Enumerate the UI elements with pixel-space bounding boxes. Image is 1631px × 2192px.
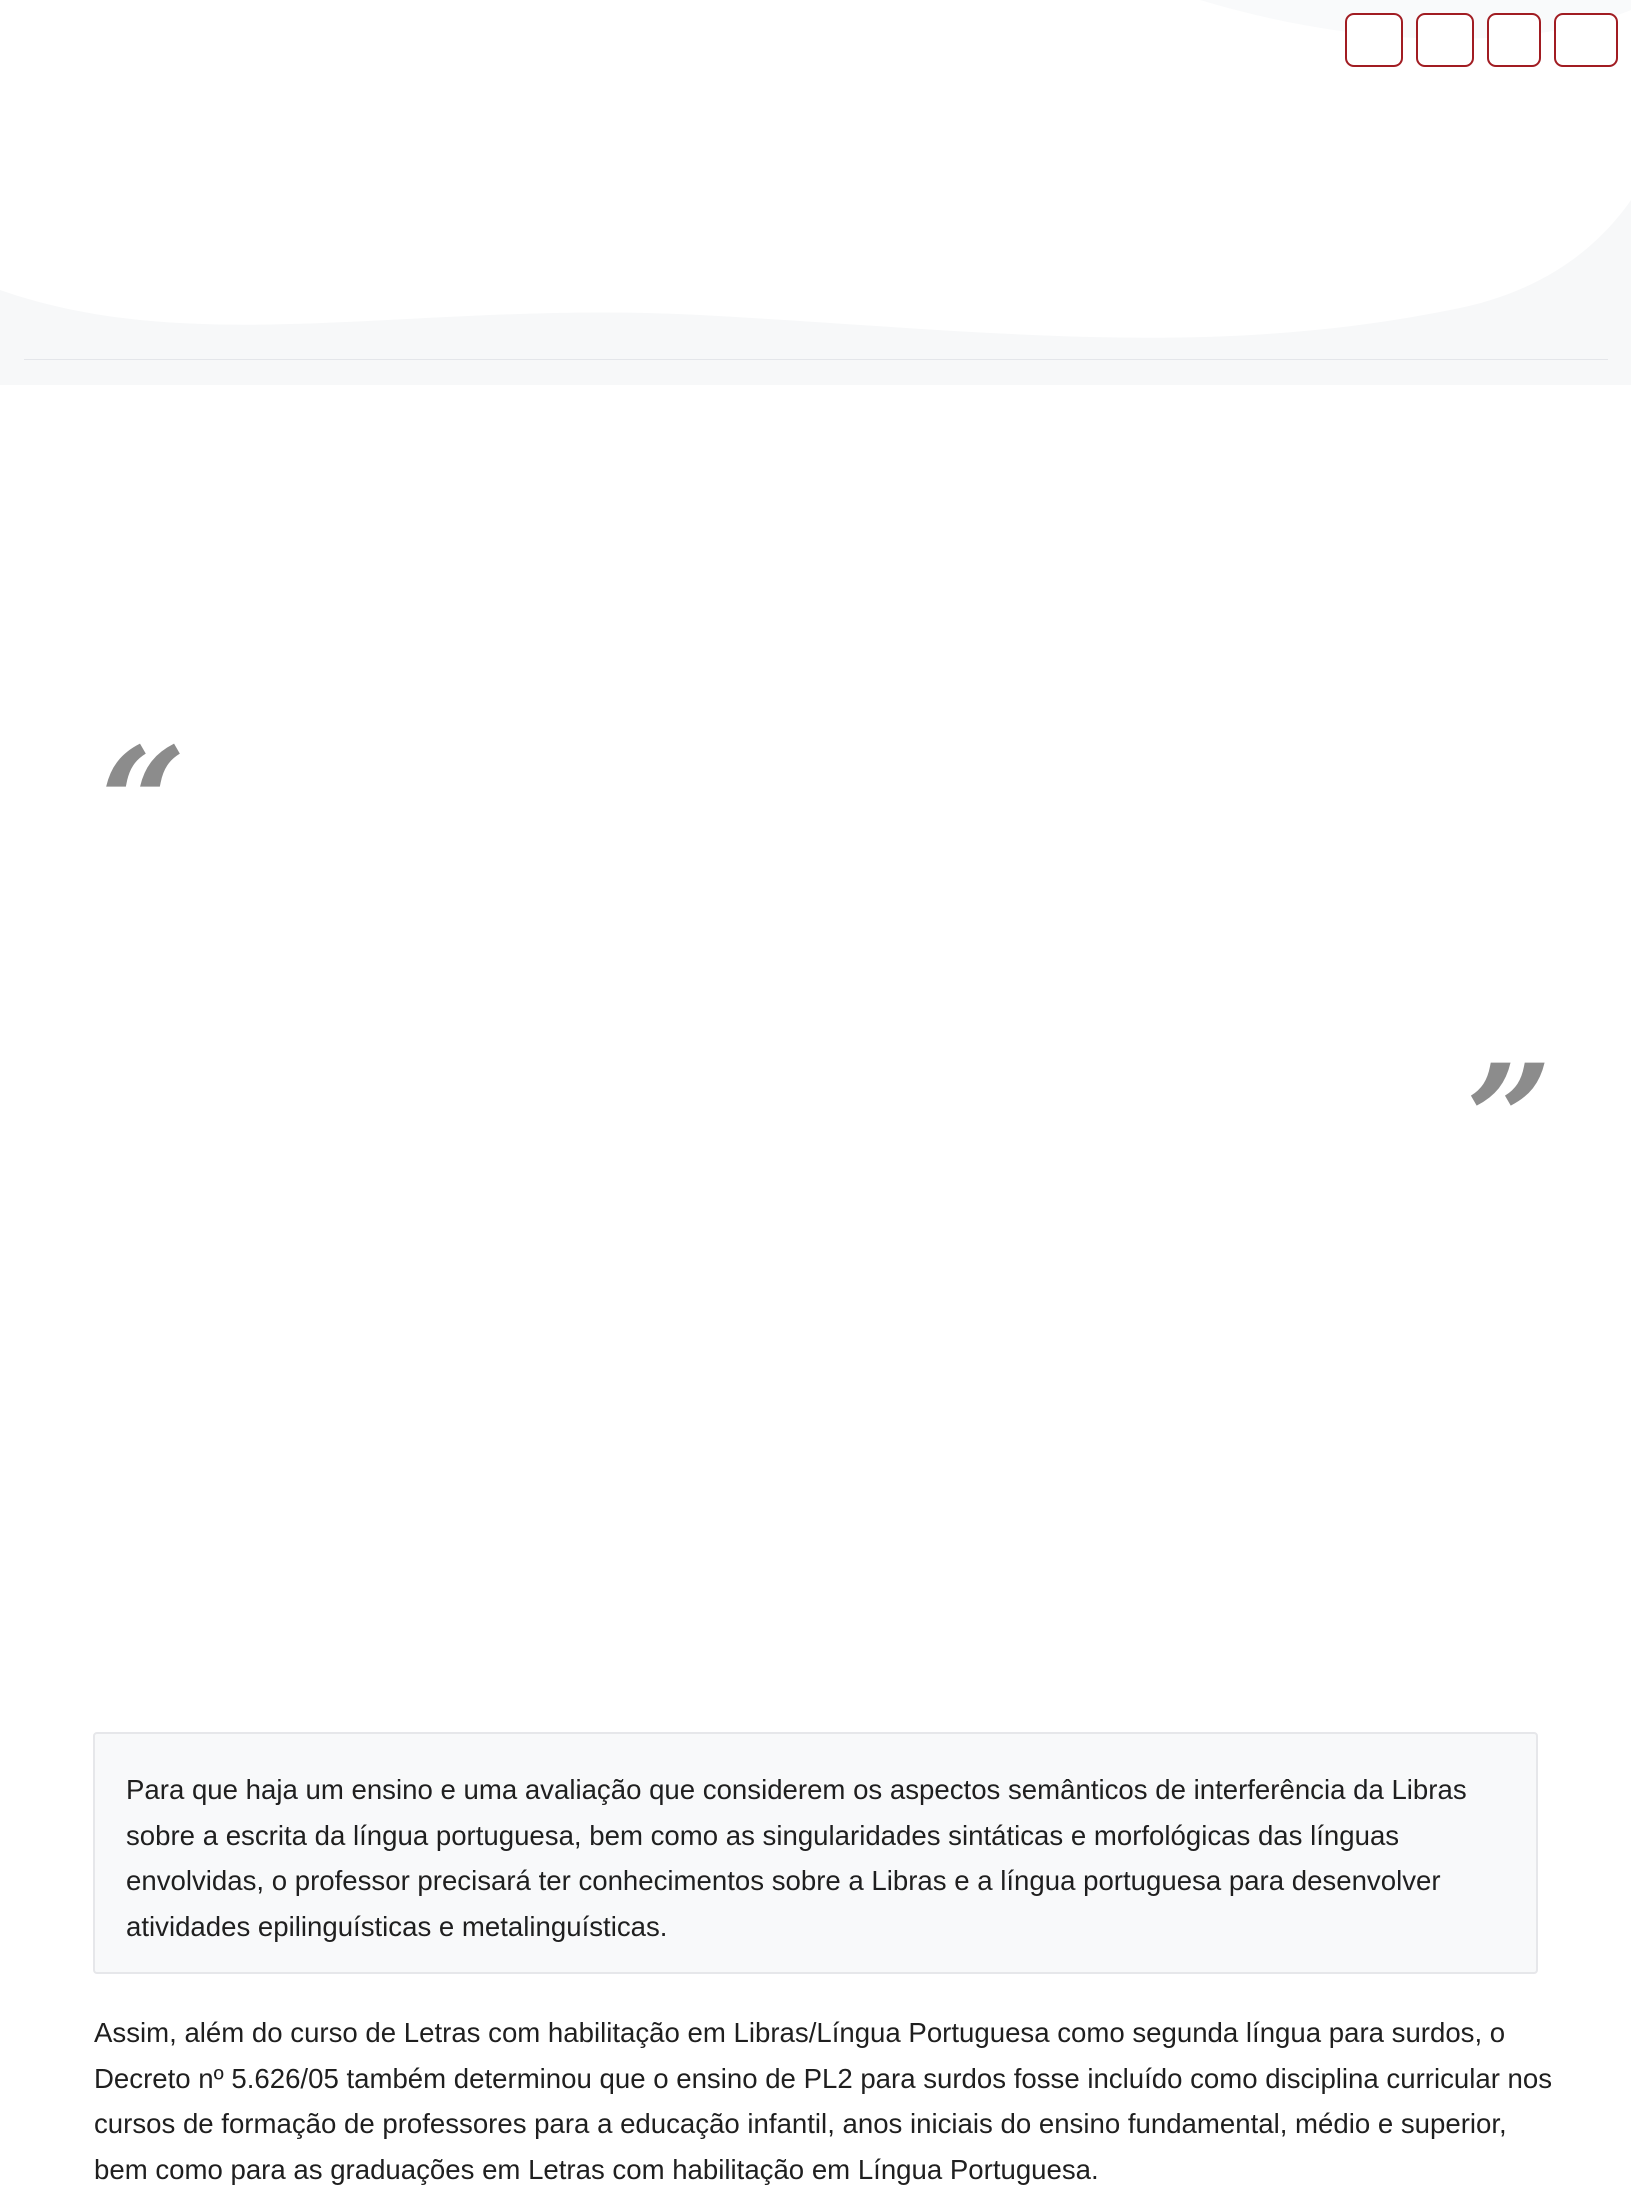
toolbar: [1345, 13, 1618, 67]
header-divider: [24, 359, 1608, 360]
contrast-button[interactable]: [1487, 13, 1541, 67]
highlight-box: [93, 1732, 1538, 1974]
text-size-button[interactable]: [1416, 13, 1474, 67]
menu-button[interactable]: [1345, 13, 1403, 67]
print-button[interactable]: [1554, 13, 1618, 67]
body-paragraph: Assim, além do curso de Letras com habilitação em Libras/Língua Portuguesa como segunda língua para surdos, o Decreto nº 5.626/05 também determinou que o ensino de PL2 para surdos fosse incluído como disciplina curricular nos cursos de formação de professores para a educação infantil, anos iniciais do ensino fundamental, médio e superior, bem como para as graduações em Letras com habilitação em Língua Portuguesa.: [94, 2017, 1553, 2185]
open-quote-icon: “: [100, 715, 187, 891]
highlight-box-text: Para que haja um ensino e uma avaliação que considerem os aspectos semânticos de interferência da Libras sobre a escrita da língua portuguesa, bem como as singularidades sintáticas e morfológicas das línguas envolvidas, o professor precisará ter conhecimentos sobre a Libras e a língua portuguesa para desenvolver atividades epilinguísticas e metalinguísticas.: [126, 1774, 1467, 1942]
close-quote-icon: ”: [1466, 1032, 1553, 1208]
